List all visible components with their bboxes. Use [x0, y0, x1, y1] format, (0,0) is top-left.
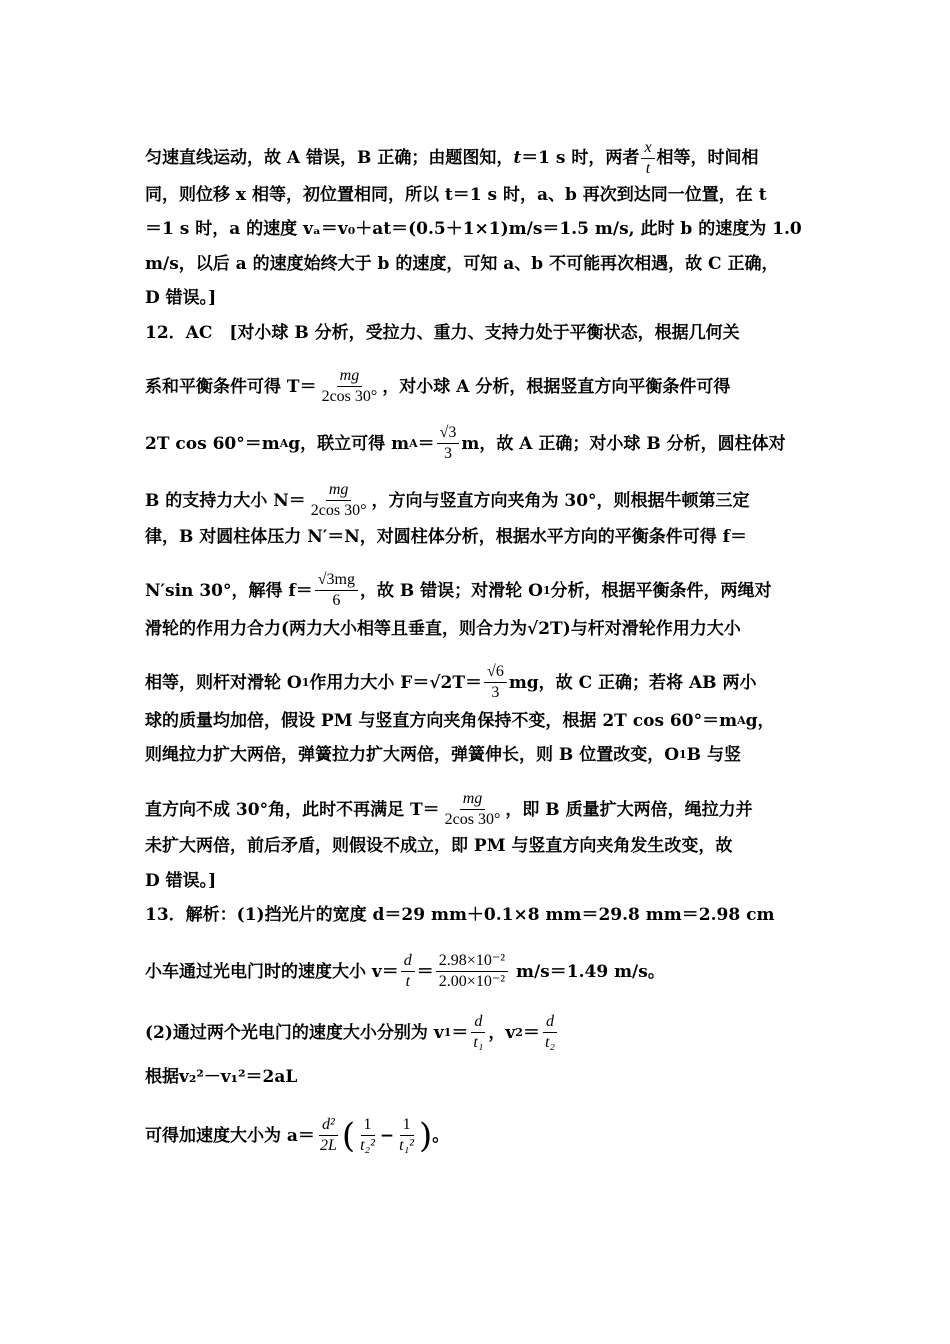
- text-line: 直方向不成 30°角，此时不再满足 T＝ $\frac{mg}{2\cos 30^\circ}$ ，即 B 质量扩大两倍，绳拉力并: [145, 790, 753, 828]
- text-line: 系和平衡条件可得 T＝ $\frac{mg}{2\cos 30^\circ}$ ，对小球 A 分析，根据竖直方向平衡条件可得: [145, 367, 731, 405]
- question-12-heading: 12．AC [对小球 B 分析，受拉力、重力、支持力处于平衡状态，根据几何关: [145, 323, 740, 343]
- text-line: 律，B 对圆柱体压力 N′＝N，对圆柱体分析，根据水平方向的平衡条件可得 f＝: [145, 527, 747, 547]
- text-line: 可得加速度大小为 a＝ $\frac{\text{d²}}{2L}$ ( $\frac{1}{\text{t₂²}}$ − $\frac{1}{\text{t₁²}}$ ) 。: [145, 1115, 450, 1156]
- fraction: $\frac{1}{\text{t₂²}}$: [360, 1116, 375, 1154]
- fraction: $\frac{d}{\text{t₁}}$: [473, 1013, 484, 1051]
- text-line: 未扩大两倍，前后矛盾，则假设不成立，即 PM 与竖直方向夹角发生改变，故: [145, 836, 733, 856]
- right-paren: ): [418, 1115, 433, 1156]
- text-line: 则绳拉力扩大两倍，弹簧拉力扩大两倍，弹簧伸长，则 B 位置改变，O 1 B 与竖: [145, 745, 741, 765]
- fraction: $\frac{\text{d²}}{2L}$: [319, 1116, 337, 1154]
- fraction: $\frac{√3}{3}$: [437, 423, 460, 464]
- text-line: B 的支持力大小 N＝ $\frac{mg}{2\cos 30^\circ}$ ，方向与竖直方向夹角为 30°，则根据牛顿第三定: [145, 481, 750, 519]
- text-line: (2)通过两个光电门的速度大小分别为 v 1 ＝ $\frac{d}{\text{t₁}}$ ，v 2 ＝ $\frac{d}{\text{t₂}}$: [145, 1012, 815, 1053]
- question-13-heading: 13．解析：(1)挡光片的宽度 d＝29 mm＋0.1×8 mm＝29.8 mm＝2.98 cm: [145, 905, 775, 925]
- fraction: $\frac{mg}{2\cos 30^\circ}$: [444, 790, 501, 828]
- text-line: ＝1 s 时，a 的速度 vₐ＝v₀＋at＝(0.5＋1×1)m/s＝1.5 m/s, 此时 b 的速度为 1.0: [145, 219, 802, 239]
- text-line: 小车通过光电门时的速度大小 v＝ $\frac{d}{t}$ ＝ $\frac{\text{2.98×10⁻²}}{\text{2.00×10⁻²}}$ m/s＝1.49 m/s。: [145, 952, 665, 990]
- text-line: 相等，则杆对滑轮 O 1 作用力大小 F＝√2T＝ $\frac{√6}{3}$ mg，故 C 正确；若将 AB 两小: [145, 663, 757, 701]
- left-paren: (: [341, 1115, 356, 1156]
- fraction: $\frac{√3mg}{6}$: [315, 570, 358, 611]
- fraction: $\frac{d}{\text{t₂}}$: [544, 1013, 555, 1051]
- fraction: $\frac{d}{t}$: [401, 951, 415, 992]
- fraction: $\frac{1}{\text{t₁²}}$: [399, 1116, 414, 1154]
- text-line: D 错误。]: [145, 871, 217, 891]
- fraction: $\frac{mg}{2\cos 30^\circ}$: [321, 367, 378, 405]
- fraction: $\frac{\text{2.98×10⁻²}}{\text{2.00×10⁻²}}$: [436, 951, 508, 992]
- text-line: 匀速直线运动，故 A 错误，B 正确；由题图知，t＝1 s 时，两者 $\frac{x}{t}$ 相等，时间相: [145, 139, 759, 177]
- text-line: N′sin 30°，解得 f＝ $\frac{√3mg}{6}$ ，故 B 错误；对滑轮 O 1 分析，根据平衡条件，两绳对: [145, 571, 772, 609]
- text-line: 2T cos 60°＝m A g，联立可得 m A ＝ $\frac{√3}{3}$ m，故 A 正确；对小球 B 分析，圆柱体对: [145, 424, 786, 462]
- text-line: m/s，以后 a 的速度始终大于 b 的速度，可知 a、b 不可能再次相遇，故 C 正确，: [145, 254, 779, 274]
- fraction: $\frac{mg}{2\cos 30^\circ}$: [310, 481, 367, 519]
- fraction: $\frac{√6}{3}$: [484, 662, 507, 703]
- fraction: $\frac{x}{t}$: [641, 138, 654, 179]
- text-line: 根据v₂²－v₁²＝2aL: [145, 1067, 298, 1087]
- text-line: 滑轮的作用力合力(两力大小相等且垂直，则合力为√2T)与杆对滑轮作用力大小: [145, 619, 741, 639]
- text-line: 球的质量均加倍，假设 PM 与竖直方向夹角保持不变，根据 2T cos 60°＝m A g，: [145, 711, 775, 731]
- text-line: 同，则位移 x 相等，初位置相同，所以 t＝1 s 时，a、b 再次到达同一位置，在 t: [145, 185, 767, 205]
- text-line: D 错误。]: [145, 288, 217, 308]
